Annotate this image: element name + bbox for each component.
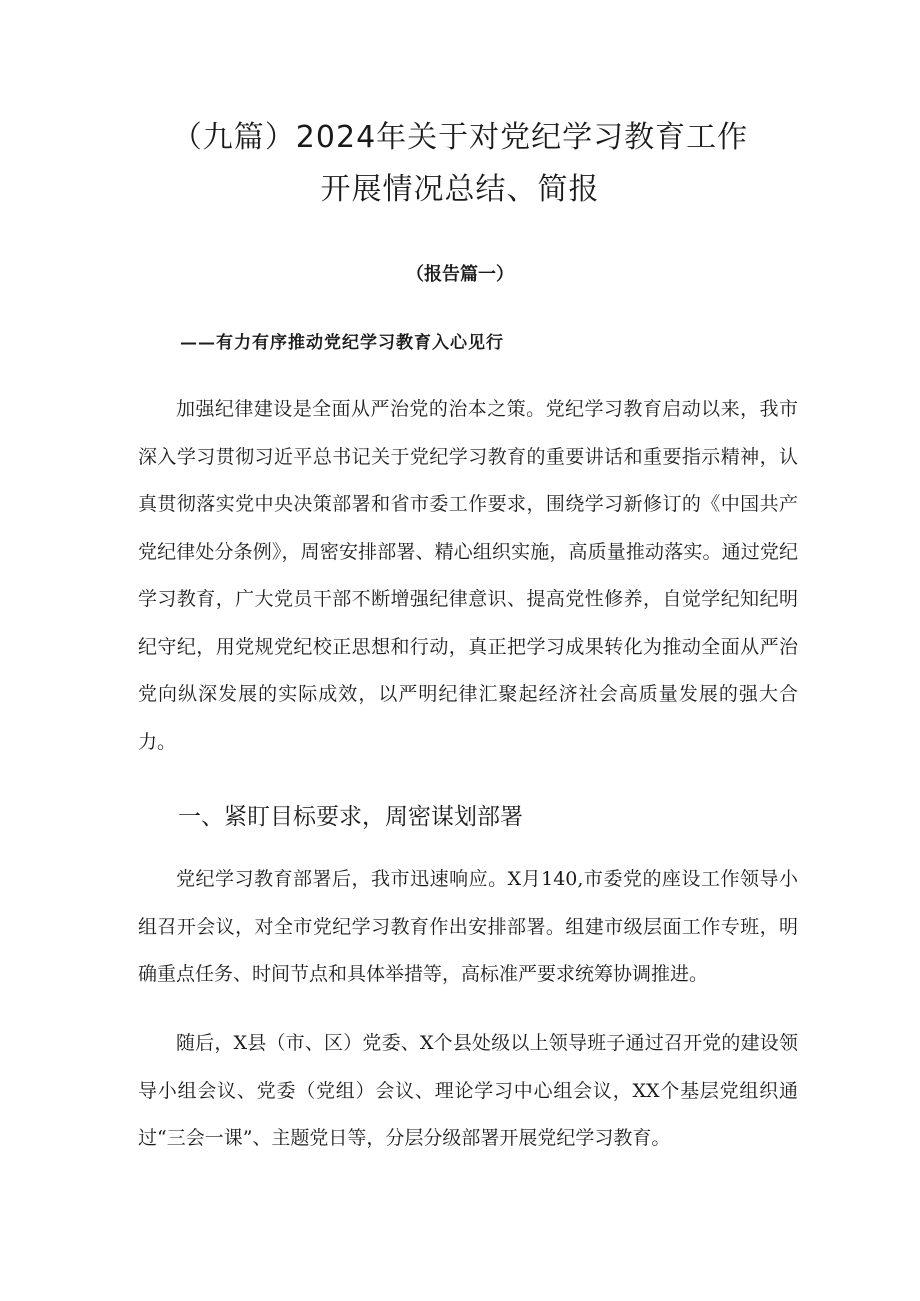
section-heading-1: 一、紧盯目标要求，周密谋划部署	[178, 804, 523, 830]
body-paragraph-3: 随后，X县（市、区）党委、X个县处级以上领导班子通过召开党的建设领导小组会议、党委（党组）会议、理论学习中心组会议，XX个基层党组织通过“三会一课”、主题党日等，分层分级部署开展党纪学习教育。	[138, 1032, 798, 1149]
intro-paragraph: 加强纪律建设是全面从严治党的治本之策。党纪学习教育启动以来，我市深入学习贯彻习近平总书记关于党纪学习教育的重要讲话和重要指示精神，认真贯彻落实党中央决策部署和省市委工作要求，围绕学习新修订的《中国共产党纪律处分条例》，周密安排部署、精心组织实施，高质量推动落实。通过党纪学习教育，广大党员干部不断增强纪律意识、提高党性修养，自觉学纪知纪明纪守纪，用党规党纪校正思想和行动，真正把学习成果转化为推动全面从严治党向纵深发展的实际成效，以严明纪律汇聚起经济社会高质量发展的强大合力。	[138, 398, 798, 753]
document-title-line-2: 开展情况总结、简报	[320, 172, 600, 207]
document-title-line-1: （九篇）2024年关于对党纪学习教育工作	[171, 120, 749, 155]
report-subtitle: ——有力有序推动党纪学习教育入心见行	[180, 333, 504, 353]
report-section-label: （报告篇一）	[406, 264, 514, 285]
body-paragraph-2: 党纪学习教育部署后，我市迅速响应。X月140,市委党的座设工作领导小组召开会议，对全市党纪学习教育作出安排部署。组建市级层面工作专班，明确重点任务、时间节点和具体举措等，高标准严要求统筹协调推进。	[138, 868, 798, 985]
